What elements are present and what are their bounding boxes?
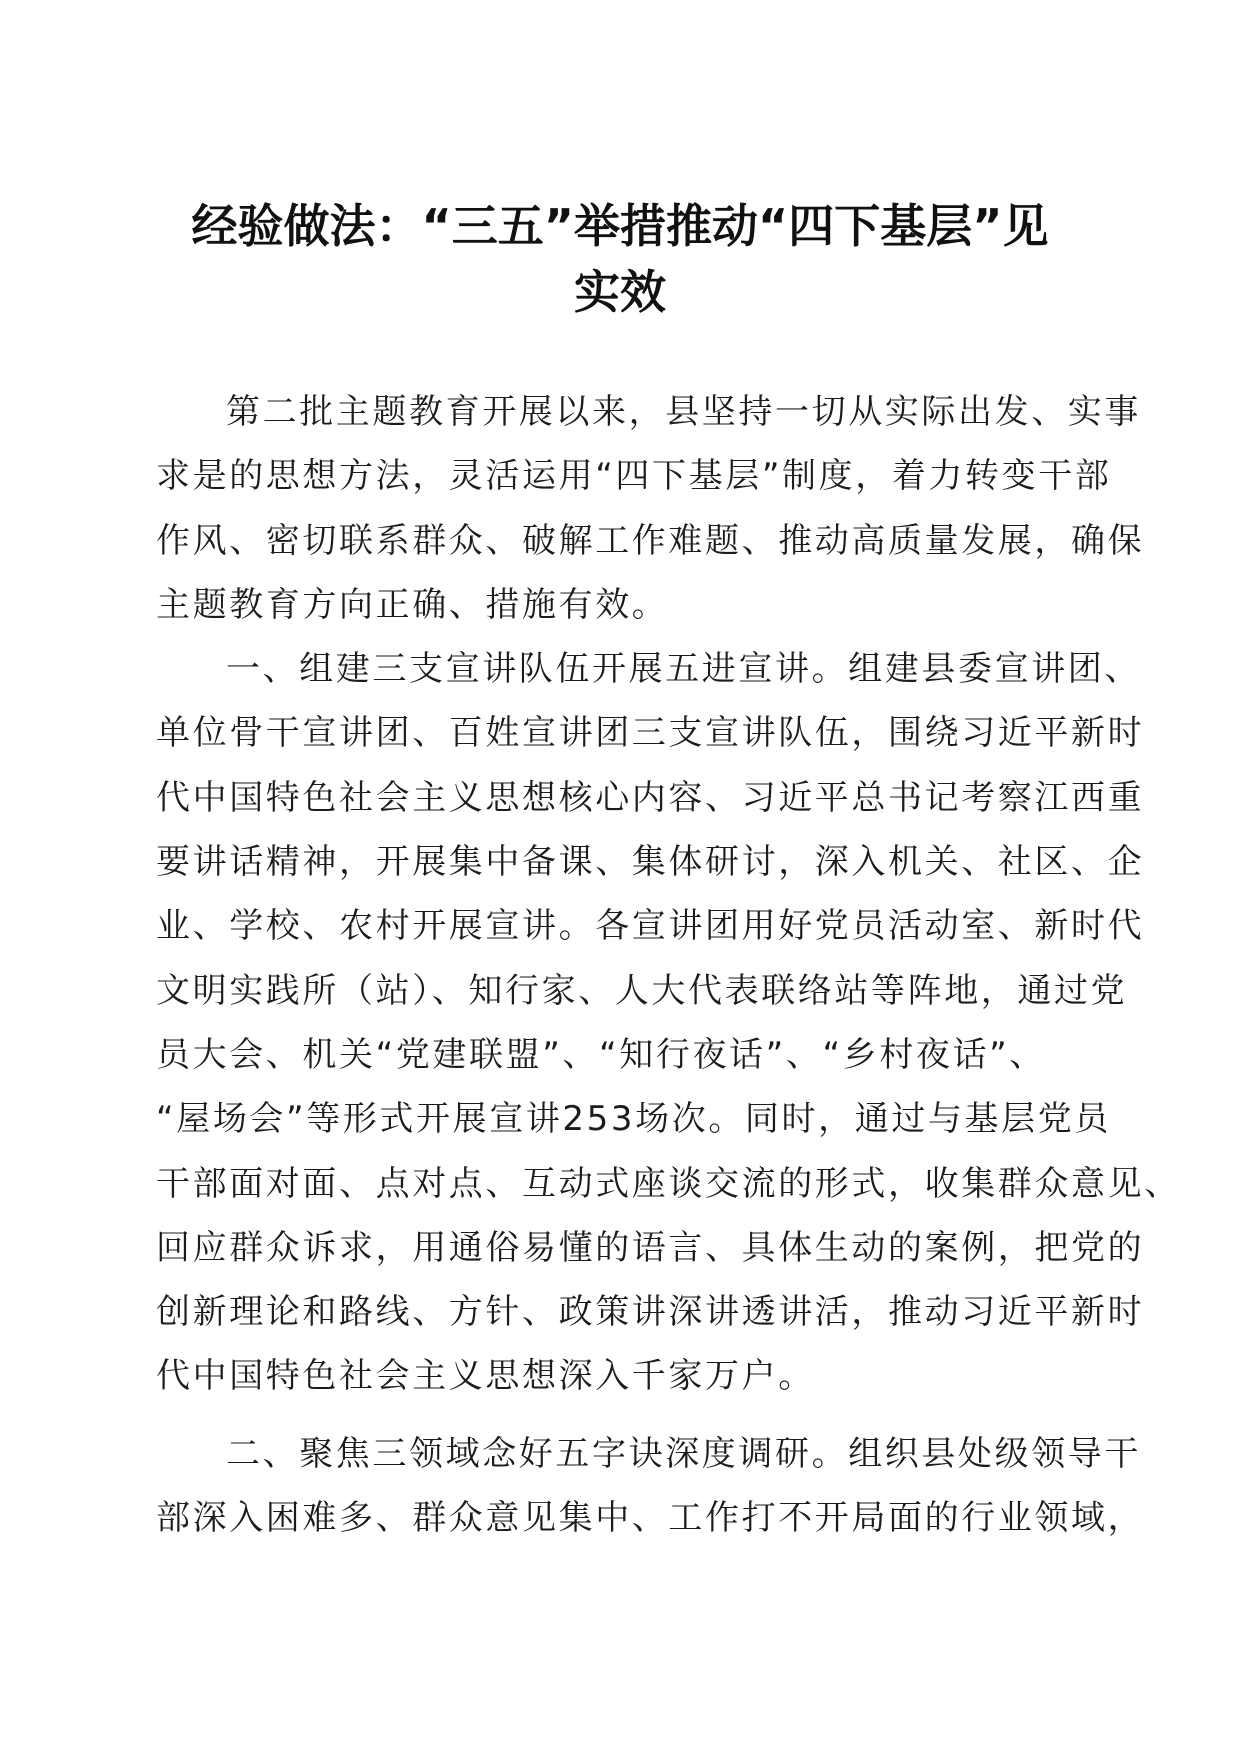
text-line: 员大会、机关“党建联盟”、“知行夜话”、“乡村夜话”、 — [156, 1034, 1046, 1075]
paragraph-intro — [156, 380, 1145, 637]
text-line: 文明实践所（站）、知行家、人大代表联络站等阵地，通过党 — [156, 970, 1128, 1011]
text-line: 二、聚焦三领域念好五字诀深度调研。组织县处级领导干 — [226, 1433, 1141, 1474]
text-line: 第二批主题教育开展以来，县坚持一切从实际出发、实事 — [226, 392, 1141, 432]
text-line: 业、学校、农村开展宣讲。各宣讲团用好党员活动室、新时代 — [156, 906, 1145, 947]
text-line: 干部面对面、点对点、互动式座谈交流的形式，收集群众意见、 — [156, 1163, 1181, 1204]
text-line: 创新理论和路线、方针、政策讲深讲透讲活，推动习近平新时 — [156, 1292, 1145, 1333]
text-line: 求是的思想方法，灵活运用“四下基层”制度，着力转变干部 — [156, 456, 1112, 497]
text-line: 主题教育方向正确、措施有效。 — [156, 584, 669, 625]
document-title — [150, 193, 1090, 325]
text-line: 部深入困难多、群众意见集中、工作打不开局面的行业领域， — [156, 1498, 1145, 1539]
paragraph-section-1 — [156, 637, 1181, 1409]
text-line: 一、组建三支宣讲队伍开展五进宣讲。组建县委宣讲团、 — [226, 649, 1141, 690]
text-line: 代中国特色社会主义思想核心内容、习近平总书记考察江西重 — [156, 777, 1145, 818]
title-line: 经验做法：“三五”举措推动“四下基层”见 — [191, 199, 1049, 253]
text-line: “屋场会”等形式开展宣讲253场次。同时，通过与基层党员 — [156, 1099, 1111, 1140]
text-line: 要讲话精神，开展集中备课、集体研讨，深入机关、社区、企 — [156, 842, 1145, 883]
title-line: 实效 — [574, 265, 666, 319]
document-body — [156, 380, 1181, 1550]
paragraph-section-2 — [156, 1422, 1145, 1551]
text-line: 回应群众诉求，用通俗易懂的语言、具体生动的案例，把党的 — [156, 1227, 1145, 1268]
text-line: 作风、密切联系群众、破解工作难题、推动高质量发展，确保 — [156, 520, 1145, 561]
text-line: 代中国特色社会主义思想深入千家万户。 — [156, 1356, 815, 1397]
text-line: 单位骨干宣讲团、百姓宣讲团三支宣讲队伍，围绕习近平新时 — [156, 713, 1145, 754]
